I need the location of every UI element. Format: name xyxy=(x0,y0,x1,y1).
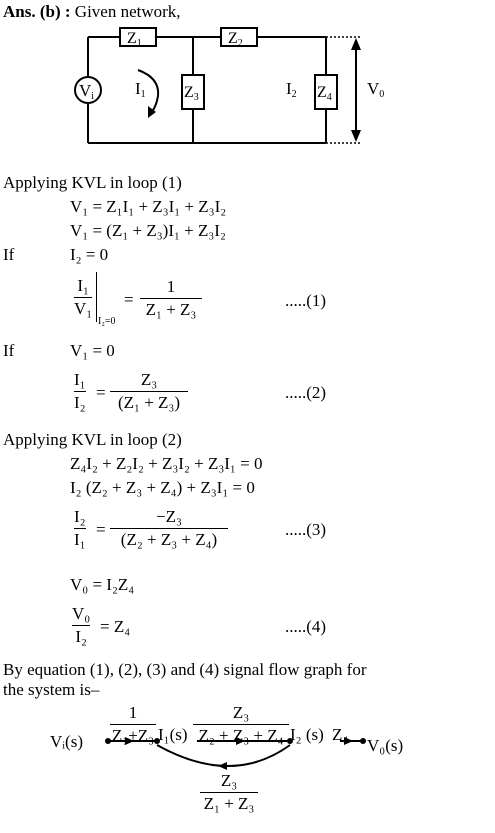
case1-tag: .....(1) xyxy=(285,291,327,310)
case2-tag: .....(2) xyxy=(285,383,327,402)
sfg-i1-label: I₁(s) xyxy=(158,725,188,744)
case2-cond: V₁ = 0 xyxy=(70,341,115,360)
arrow-up-icon xyxy=(351,38,361,50)
kvl2-lhs-num: I₂ xyxy=(74,507,86,526)
sfg-vo-label: V₀(s) xyxy=(367,736,404,755)
case2-if: If xyxy=(3,341,15,360)
node-vo xyxy=(360,738,366,744)
sfg-g1-num: 1 xyxy=(128,703,138,722)
evaluation-bar xyxy=(96,272,97,322)
sfg-vi-label: Vᵢ(s) xyxy=(50,732,83,751)
sfg-g1-fraction xyxy=(110,703,156,746)
arrow-left-icon xyxy=(218,762,227,770)
z1-label: Z1 xyxy=(127,30,142,49)
kvl2-lhs-den: I₁ xyxy=(74,530,86,549)
kvl2-lhs-fraction xyxy=(74,507,86,550)
kvl1-eq2: V₁ = (Z₁ + Z₃)I₁ + Z₃I₂ xyxy=(70,221,226,240)
case1-cond: I₂ = 0 xyxy=(70,245,109,264)
kvl2-tag: .....(3) xyxy=(285,520,327,539)
case1-eq: = xyxy=(124,290,134,309)
conclusion-line1: By equation (1), (2), (3) and (4) signal flow graph for xyxy=(3,660,367,679)
output-lhs-fraction xyxy=(72,604,90,647)
i2-label: I2 xyxy=(286,79,297,100)
z2-label: Z2 xyxy=(228,30,243,49)
sfg-feedback-branch xyxy=(157,745,290,766)
case1-lhs-sub: I₂=0 xyxy=(98,316,116,327)
i1-label: I1 xyxy=(135,79,146,100)
case1-lhs-fraction xyxy=(74,276,92,319)
sfg-g2-den: Z₂ + Z₃ + Z₄ xyxy=(198,726,284,745)
sfg-fb-den: Z₁ + Z₃ xyxy=(203,794,255,813)
answer-label: Ans. (b) : xyxy=(3,2,71,21)
sfg-fb-num: Z₃ xyxy=(220,771,238,790)
arrow-down-icon xyxy=(351,130,361,142)
conclusion-line2: the system is– xyxy=(3,680,100,699)
case2-lhs-fraction xyxy=(74,370,86,413)
kvl1-heading: Applying KVL in loop (1) xyxy=(3,173,182,192)
sfg-i2-label: I₂ (s) xyxy=(290,725,324,744)
kvl2-rhs-num: −Z₃ xyxy=(156,507,182,526)
sfg-g2-fraction xyxy=(193,703,289,746)
given-text: Given network, xyxy=(74,2,181,21)
case2-rhs-num: Z₃ xyxy=(140,370,158,389)
kvl2-eq1: Z₄I₂ + Z₂I₂ + Z₃I₂ + Z₃I₁ = 0 xyxy=(70,454,263,473)
case2-lhs-den: I₂ xyxy=(74,393,86,412)
case1-rhs-den: Z₁ + Z₃ xyxy=(145,300,197,319)
output-tag: .....(4) xyxy=(285,617,327,636)
case1-lhs-den: V₁ xyxy=(74,299,93,318)
sfg-g1-den: Z₁+Z₃ xyxy=(111,726,155,745)
case1-rhs-num: 1 xyxy=(166,277,176,296)
kvl2-eq2: I₂ (Z₂ + Z₃ + Z₄) + Z₃I₁ = 0 xyxy=(70,478,255,497)
case2-rhs-fraction xyxy=(110,370,188,413)
case2-eq: = xyxy=(96,383,106,402)
sfg-g2-num: Z₃ xyxy=(232,703,250,722)
source-label: Vi xyxy=(79,81,95,102)
case1-rhs-fraction xyxy=(140,277,202,320)
output-eq: V₀ = I₂Z₄ xyxy=(70,575,135,594)
case1-if: If xyxy=(3,245,15,264)
output-lhs-num: V₀ xyxy=(72,604,91,623)
kvl1-eq1: V₁ = Z₁I₁ + Z₃I₁ + Z₃I₂ xyxy=(70,197,227,216)
circuit-diagram xyxy=(0,0,495,160)
case2-lhs-num: I₁ xyxy=(74,370,86,389)
output-lhs-den: I₂ xyxy=(75,627,87,646)
kvl2-eq: = xyxy=(96,520,106,539)
z4-label: Z4 xyxy=(317,84,332,103)
sfg-feedback-fraction xyxy=(200,771,258,814)
kvl2-rhs-fraction xyxy=(110,507,228,550)
kvl2-rhs-den: (Z₂ + Z₃ + Z₄) xyxy=(120,530,218,549)
z3-label: Z3 xyxy=(184,84,199,103)
case1-lhs-num: I₁ xyxy=(77,276,89,295)
kvl2-heading: Applying KVL in loop (2) xyxy=(3,430,182,449)
sfg-z4-label: Z₄ xyxy=(332,725,349,744)
output-rhs: = Z₄ xyxy=(100,617,131,636)
case2-rhs-den: (Z₁ + Z₃) xyxy=(117,393,181,412)
vo-label: V0 xyxy=(367,79,385,100)
